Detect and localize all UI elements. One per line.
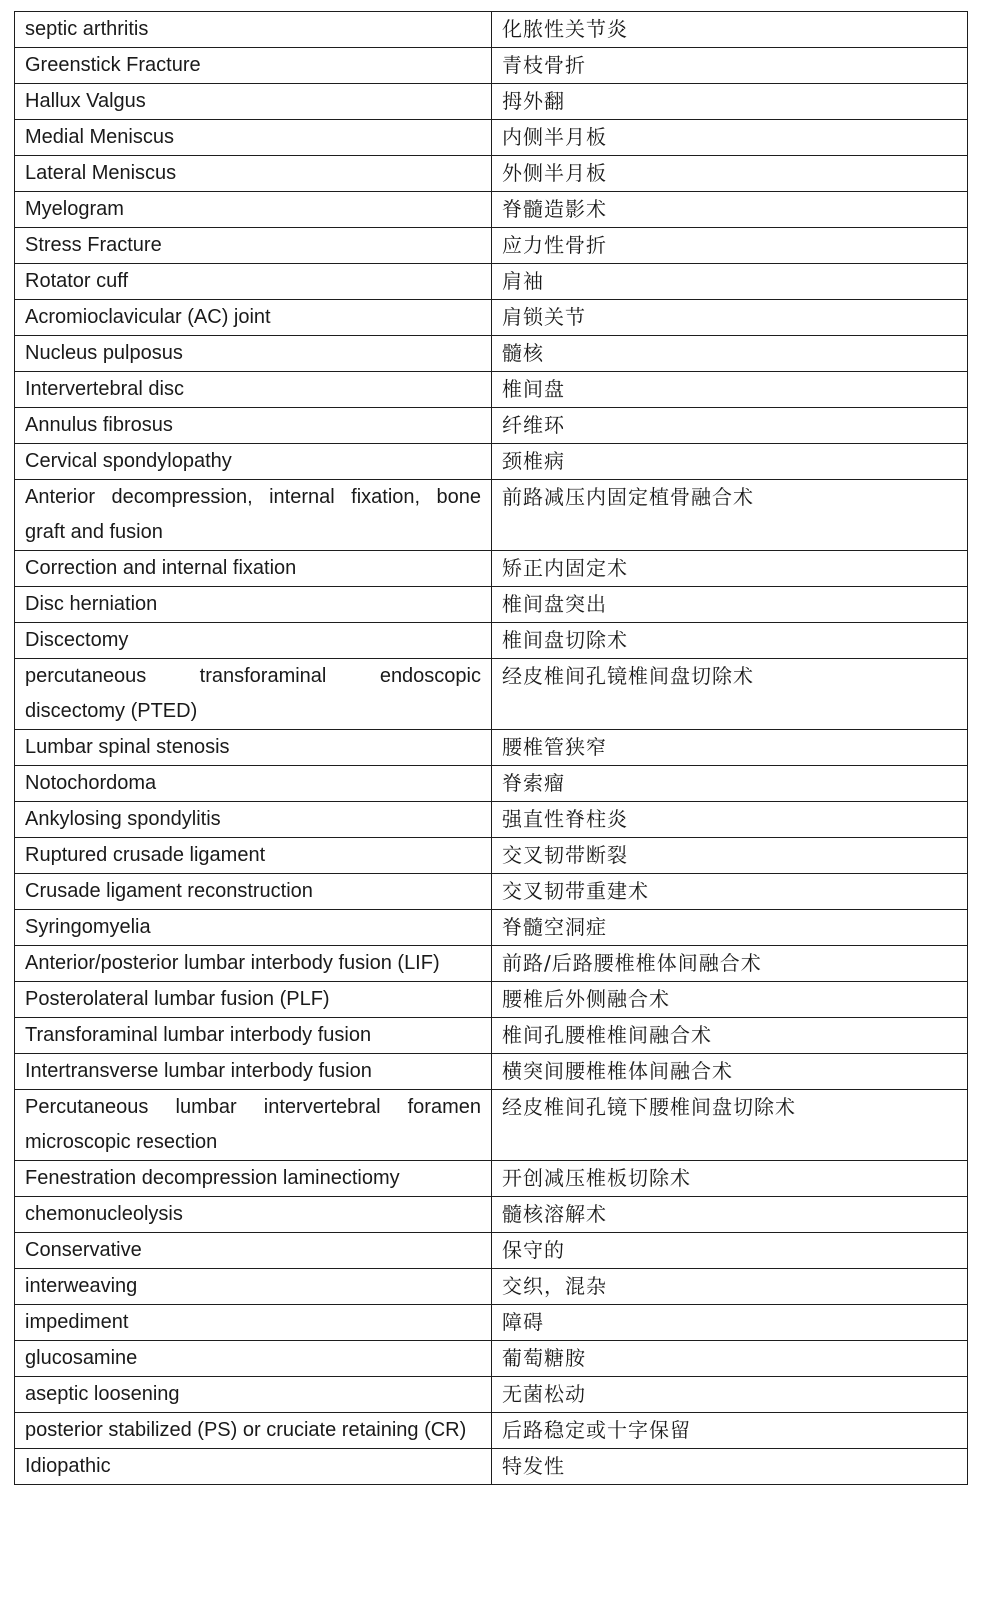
chinese-term-cell: 脊髓空洞症 <box>492 910 968 946</box>
chinese-term-cell: 交叉韧带重建术 <box>492 874 968 910</box>
english-term-cell: posterior stabilized (PS) or cruciate retaining (CR) <box>15 1413 492 1449</box>
chinese-term-cell: 横突间腰椎椎体间融合术 <box>492 1054 968 1090</box>
glossary-body <box>15 12 968 1485</box>
english-term-cell: Medial Meniscus <box>15 120 492 156</box>
english-term-cell: Cervical spondylopathy <box>15 444 492 480</box>
chinese-term-cell: 前路减压内固定植骨融合术 <box>492 480 968 551</box>
chinese-term-cell: 纤维环 <box>492 408 968 444</box>
chinese-term-cell: 特发性 <box>492 1449 968 1485</box>
english-term-cell: Rotator cuff <box>15 264 492 300</box>
table-row <box>15 1377 968 1413</box>
table-row <box>15 1054 968 1090</box>
english-term-cell: Idiopathic <box>15 1449 492 1485</box>
table-row <box>15 1269 968 1305</box>
english-term-cell: Annulus fibrosus <box>15 408 492 444</box>
table-row <box>15 264 968 300</box>
table-row <box>15 12 968 48</box>
english-term-cell: Ruptured crusade ligament <box>15 838 492 874</box>
english-term-cell: Stress Fracture <box>15 228 492 264</box>
chinese-term-cell: 保守的 <box>492 1233 968 1269</box>
english-term-cell: impediment <box>15 1305 492 1341</box>
english-term-cell: Conservative <box>15 1233 492 1269</box>
chinese-term-cell: 髓核 <box>492 336 968 372</box>
table-row <box>15 1161 968 1197</box>
table-row <box>15 408 968 444</box>
table-row <box>15 1449 968 1485</box>
chinese-term-cell: 拇外翻 <box>492 84 968 120</box>
chinese-term-cell: 青枝骨折 <box>492 48 968 84</box>
table-row <box>15 480 968 551</box>
table-row <box>15 84 968 120</box>
table-row <box>15 1305 968 1341</box>
english-term-cell: Hallux Valgus <box>15 84 492 120</box>
english-term-cell: Anterior/posterior lumbar interbody fusion (LIF) <box>15 946 492 982</box>
chinese-term-cell: 后路稳定或十字保留 <box>492 1413 968 1449</box>
chinese-term-cell: 矫正内固定术 <box>492 551 968 587</box>
chinese-term-cell: 应力性骨折 <box>492 228 968 264</box>
table-row <box>15 802 968 838</box>
chinese-term-cell: 脊髓造影术 <box>492 192 968 228</box>
english-term-cell: Lateral Meniscus <box>15 156 492 192</box>
english-term-cell: Syringomyelia <box>15 910 492 946</box>
chinese-term-cell: 强直性脊柱炎 <box>492 802 968 838</box>
english-term-cell: Disc herniation <box>15 587 492 623</box>
table-row <box>15 587 968 623</box>
english-term-cell: septic arthritis <box>15 12 492 48</box>
chinese-term-cell: 经皮椎间孔镜椎间盘切除术 <box>492 659 968 730</box>
table-row <box>15 192 968 228</box>
table-row <box>15 120 968 156</box>
table-row <box>15 730 968 766</box>
table-row <box>15 1233 968 1269</box>
chinese-term-cell: 腰椎管狭窄 <box>492 730 968 766</box>
table-row <box>15 1197 968 1233</box>
english-term-cell: Posterolateral lumbar fusion (PLF) <box>15 982 492 1018</box>
table-row <box>15 228 968 264</box>
table-row <box>15 156 968 192</box>
chinese-term-cell: 内侧半月板 <box>492 120 968 156</box>
english-term-cell: Fenestration decompression laminectiomy <box>15 1161 492 1197</box>
english-term-cell: glucosamine <box>15 1341 492 1377</box>
english-term-cell: chemonucleolysis <box>15 1197 492 1233</box>
chinese-term-cell: 交织，混杂 <box>492 1269 968 1305</box>
chinese-term-cell: 椎间盘突出 <box>492 587 968 623</box>
table-row <box>15 444 968 480</box>
table-row <box>15 766 968 802</box>
english-term-cell: Notochordoma <box>15 766 492 802</box>
chinese-term-cell: 经皮椎间孔镜下腰椎间盘切除术 <box>492 1090 968 1161</box>
english-term-cell: Percutaneous lumbar intervertebral foramen microscopic resection <box>15 1090 492 1161</box>
table-row <box>15 1090 968 1161</box>
chinese-term-cell: 椎间盘切除术 <box>492 623 968 659</box>
english-term-cell: Lumbar spinal stenosis <box>15 730 492 766</box>
table-row <box>15 48 968 84</box>
table-row <box>15 300 968 336</box>
table-row <box>15 874 968 910</box>
chinese-term-cell: 前路/后路腰椎椎体间融合术 <box>492 946 968 982</box>
chinese-term-cell: 葡萄糖胺 <box>492 1341 968 1377</box>
english-term-cell: percutaneous transforaminal endoscopic discectomy (PTED) <box>15 659 492 730</box>
english-term-cell: Intertransverse lumbar interbody fusion <box>15 1054 492 1090</box>
english-term-cell: Discectomy <box>15 623 492 659</box>
english-term-cell: Intervertebral disc <box>15 372 492 408</box>
table-row <box>15 659 968 730</box>
table-row <box>15 336 968 372</box>
chinese-term-cell: 肩锁关节 <box>492 300 968 336</box>
english-term-cell: Ankylosing spondylitis <box>15 802 492 838</box>
chinese-term-cell: 开创减压椎板切除术 <box>492 1161 968 1197</box>
chinese-term-cell: 化脓性关节炎 <box>492 12 968 48</box>
table-row <box>15 910 968 946</box>
glossary-table <box>14 11 968 1485</box>
english-term-cell: Transforaminal lumbar interbody fusion <box>15 1018 492 1054</box>
chinese-term-cell: 肩袖 <box>492 264 968 300</box>
table-row <box>15 1341 968 1377</box>
chinese-term-cell: 无菌松动 <box>492 1377 968 1413</box>
chinese-term-cell: 脊索瘤 <box>492 766 968 802</box>
english-term-cell: Anterior decompression, internal fixation, bone graft and fusion <box>15 480 492 551</box>
table-row <box>15 1413 968 1449</box>
table-row <box>15 623 968 659</box>
chinese-term-cell: 颈椎病 <box>492 444 968 480</box>
english-term-cell: Acromioclavicular (AC) joint <box>15 300 492 336</box>
chinese-term-cell: 椎间盘 <box>492 372 968 408</box>
table-row <box>15 982 968 1018</box>
table-row <box>15 551 968 587</box>
chinese-term-cell: 髓核溶解术 <box>492 1197 968 1233</box>
english-term-cell: Correction and internal fixation <box>15 551 492 587</box>
chinese-term-cell: 外侧半月板 <box>492 156 968 192</box>
chinese-term-cell: 腰椎后外侧融合术 <box>492 982 968 1018</box>
chinese-term-cell: 障碍 <box>492 1305 968 1341</box>
table-row <box>15 838 968 874</box>
english-term-cell: Nucleus pulposus <box>15 336 492 372</box>
table-row <box>15 946 968 982</box>
english-term-cell: Myelogram <box>15 192 492 228</box>
chinese-term-cell: 交叉韧带断裂 <box>492 838 968 874</box>
chinese-term-cell: 椎间孔腰椎椎间融合术 <box>492 1018 968 1054</box>
english-term-cell: interweaving <box>15 1269 492 1305</box>
table-row <box>15 1018 968 1054</box>
english-term-cell: aseptic loosening <box>15 1377 492 1413</box>
english-term-cell: Greenstick Fracture <box>15 48 492 84</box>
table-row <box>15 372 968 408</box>
english-term-cell: Crusade ligament reconstruction <box>15 874 492 910</box>
